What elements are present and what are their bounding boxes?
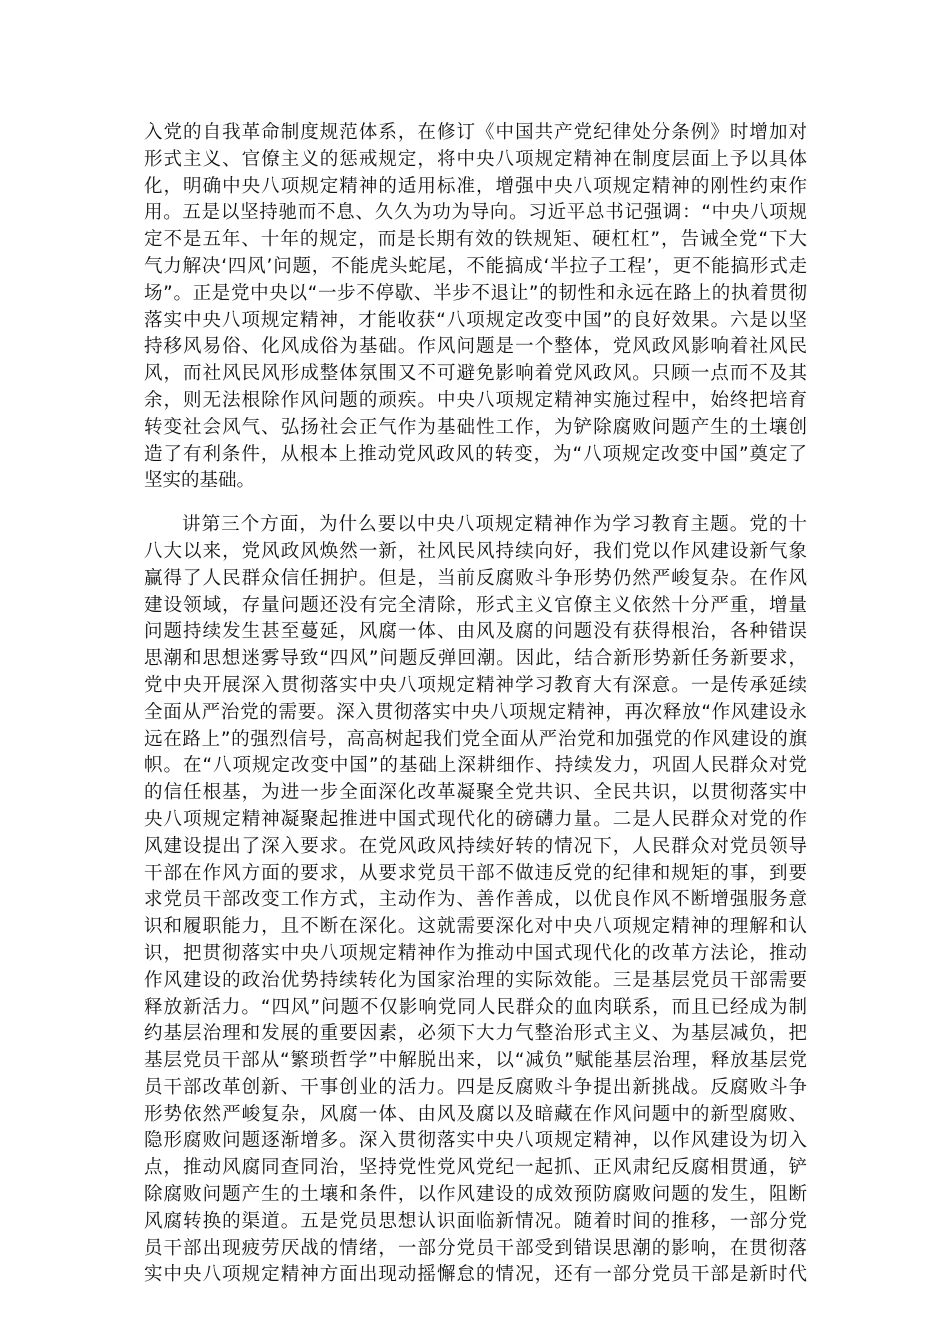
text-line: 隐形腐败问题逐渐增多。深入贯彻落实中央八项规定精神，以作风建设为切入 <box>144 1130 807 1152</box>
text-line: 持移风易俗、化风成俗为基础。作风问题是一个整体，党风政风影响着社风民 <box>144 336 807 358</box>
text-line: 问题持续发生甚至蔓延，风腐一体、由风及腐的问题没有获得根治，各种错误 <box>144 621 807 643</box>
text-line: 风，而社风民风形成整体氛围又不可避免影响着党风政风。只顾一点而不及其 <box>144 363 807 385</box>
text-line: 干部在作风方面的要求，从要求党员干部不做违反党的纪律和规矩的事，到要 <box>144 862 807 884</box>
text-line: 用。五是以坚持驰而不息、久久为功为导向。习近平总书记强调：“中央八项规 <box>144 202 807 224</box>
text-line: 释放新活力。“四风”问题不仅影响党同人民群众的血肉联系，而且已经成为制 <box>144 996 807 1018</box>
text-line: 实中央八项规定精神方面出现动摇懈怠的情况，还有一部分党员干部是新时代 <box>144 1264 807 1286</box>
text-line: 作风建设的政治优势持续转化为国家治理的实际效能。三是基层党员干部需要 <box>144 969 807 991</box>
text-line: 建设领域，存量问题还没有完全清除，形式主义官僚主义依然十分严重，增量 <box>144 594 807 616</box>
text-line: 全面从严治党的需要。深入贯彻落实中央八项规定精神，再次释放“作风建设永 <box>144 701 807 723</box>
text-line: 造了有利条件，从根本上推动党风政风的转变，为“八项规定改变中国”奠定了 <box>144 443 807 465</box>
text-line: 定不是五年、十年的规定，而是长期有效的铁规矩、硬杠杠”，告诫全党“下大 <box>144 229 807 251</box>
text-line: 识和履职能力，且不断在深化。这就需要深化对中央八项规定精神的理解和认 <box>144 916 807 938</box>
text-line: 气力解决‘四风’问题，不能虎头蛇尾，不能搞成‘半拉子工程’，更不能搞形式走 <box>144 255 807 277</box>
text-line: 赢得了人民群众信任拥护。但是，当前反腐败斗争形势仍然严峻复杂。在作风 <box>144 567 807 589</box>
text-line: 求党员干部改变工作方式，主动作为、善作善成，以优良作风不断增强服务意 <box>144 889 807 911</box>
text-line: 党中央开展深入贯彻落实中央八项规定精神学习教育大有深意。一是传承延续 <box>144 674 807 696</box>
text-line: 央八项规定精神凝聚起推进中国式现代化的磅礴力量。二是人民群众对党的作 <box>144 808 807 830</box>
text-line: 场”。正是党中央以“一步不停歇、半步不退让”的韧性和永远在路上的执着贯彻 <box>144 282 807 304</box>
text-line: 基层党员干部从“繁琐哲学”中解脱出来，以“减负”赋能基层治理，释放基层党 <box>144 1050 807 1072</box>
text-line: 风建设提出了深入要求。在党风政风持续好转的情况下，人民群众对党员领导 <box>144 835 807 857</box>
text-line: 入党的自我革命制度规范体系，在修订《中国共产党纪律处分条例》时增加对 <box>144 122 807 143</box>
paragraph-spacer <box>144 495 807 512</box>
text-line: 落实中央八项规定精神，才能收获“八项规定改变中国”的良好效果。六是以坚 <box>144 309 807 331</box>
text-line: 风腐转换的渠道。五是党员思想认识面临新情况。随着时间的推移，一部分党 <box>144 1210 807 1232</box>
text-line: 远在路上”的强烈信号，高高树起我们党全面从严治党和加强党的作风建设的旗 <box>144 728 807 750</box>
text-line: 点，推动风腐同查同治，坚持党性党风党纪一起抓、正风肃纪反腐相贯通，铲 <box>144 1157 807 1179</box>
text-line: 坚实的基础。 <box>144 470 256 492</box>
text-line: 约基层治理和发展的重要因素，必须下大力气整治形式主义、为基层减负，把 <box>144 1023 807 1045</box>
text-line: 形式主义、官僚主义的惩戒规定，将中央八项规定精神在制度层面上予以具体 <box>144 148 807 170</box>
text-line: 转变社会风气、弘扬社会正气作为基础性工作，为铲除腐败问题产生的土壤创 <box>144 416 807 438</box>
text-line: 的信任根基，为进一步全面深化改革凝聚全党共识、全民共识，以贯彻落实中 <box>144 782 807 804</box>
text-line: 员干部改革创新、干事创业的活力。四是反腐败斗争提出新挑战。反腐败斗争 <box>144 1076 807 1098</box>
text-line: 八大以来，党风政风焕然一新，社风民风持续向好，我们党以作风建设新气象 <box>144 540 807 562</box>
text-line: 形势依然严峻复杂，风腐一体、由风及腐以及暗藏在作风问题中的新型腐败、 <box>144 1103 807 1125</box>
text-line: 化，明确中央八项规定精神的适用标准，增强中央八项规定精神的刚性约束作 <box>144 175 807 197</box>
document-page <box>144 120 807 1289</box>
text-line: 余，则无法根除作风问题的顽疾。中央八项规定精神实施过程中，始终把培育 <box>144 389 807 411</box>
text-line: 除腐败问题产生的土壤和条件，以作风建设的成效预防腐败问题的发生，阻断 <box>144 1184 807 1206</box>
paragraph-continued <box>144 120 807 495</box>
text-line: 识，把贯彻落实中央八项规定精神作为推动中国式现代化的改革方法论，推动 <box>144 942 807 964</box>
text-line: 思潮和思想迷雾导致“四风”问题反弹回潮。因此，结合新形势新任务新要求， <box>144 648 807 670</box>
text-line: 帜。在“八项规定改变中国”的基础上深耕细作、持续发力，巩固人民群众对党 <box>144 755 807 777</box>
text-line: 讲第三个方面，为什么要以中央八项规定精神作为学习教育主题。党的十 <box>182 514 807 536</box>
text-line: 员干部出现疲劳厌战的情绪，一部分党员干部受到错误思潮的影响，在贯彻落 <box>144 1237 807 1259</box>
paragraph-third-aspect <box>144 512 807 1289</box>
